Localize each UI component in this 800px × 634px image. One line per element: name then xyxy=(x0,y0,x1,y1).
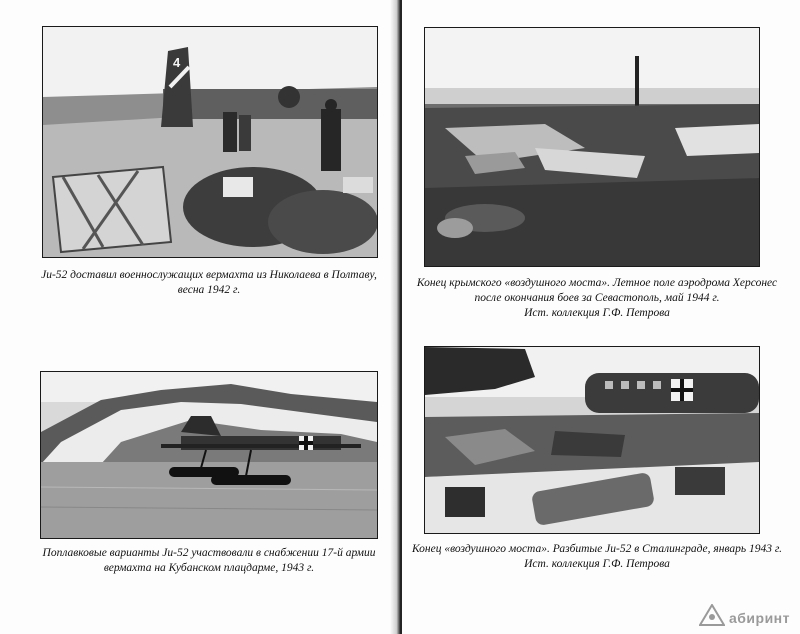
caption-line: вермахта на Кубанском плацдарме, 1943 г. xyxy=(103,562,315,574)
watermark-text: абиринт xyxy=(728,610,790,626)
caption-photo1-right xyxy=(402,276,792,321)
photo-ju52-floatplane xyxy=(40,371,378,539)
photo-ju52-floatplane-image xyxy=(41,372,377,538)
caption-photo2-right xyxy=(402,542,792,572)
right-page xyxy=(402,0,800,634)
photo-ju52-airfield xyxy=(42,26,378,258)
photo-khersones-airfield xyxy=(424,27,760,267)
caption-line: Конец крымского «воздушного моста». Летное поле аэродрома Херсонес xyxy=(416,277,778,289)
photo-khersones-image xyxy=(425,28,759,266)
caption-line: Ист. коллекция Г.Ф. Петрова xyxy=(524,307,670,319)
caption-line: после окончания боев за Севастополь, май 1944 г. xyxy=(474,292,720,304)
caption-line: весна 1942 г. xyxy=(177,284,241,296)
caption-line: Ju-52 доставил военнослужащих вермахта из Николаева в Полтаву, xyxy=(41,269,377,281)
photo-ju52-airfield-image xyxy=(43,27,377,257)
left-page xyxy=(0,0,398,634)
photo-stalingrad-wreckage xyxy=(424,346,760,534)
caption-photo1-left xyxy=(20,268,398,298)
caption-line: Ист. коллекция Г.Ф. Петрова xyxy=(524,558,670,570)
tail-number: 4 xyxy=(173,55,181,70)
watermark xyxy=(699,604,790,626)
caption-photo2-left xyxy=(20,546,398,576)
labirint-logo xyxy=(699,604,725,626)
caption-line: Конец «воздушного моста». Разбитые Ju-52 в Сталинграде, январь 1943 г. xyxy=(411,543,783,555)
photo-stalingrad-image xyxy=(425,347,759,533)
caption-line: Поплавковые варианты Ju-52 участвовали в снабжении 17-й армии xyxy=(42,547,376,559)
